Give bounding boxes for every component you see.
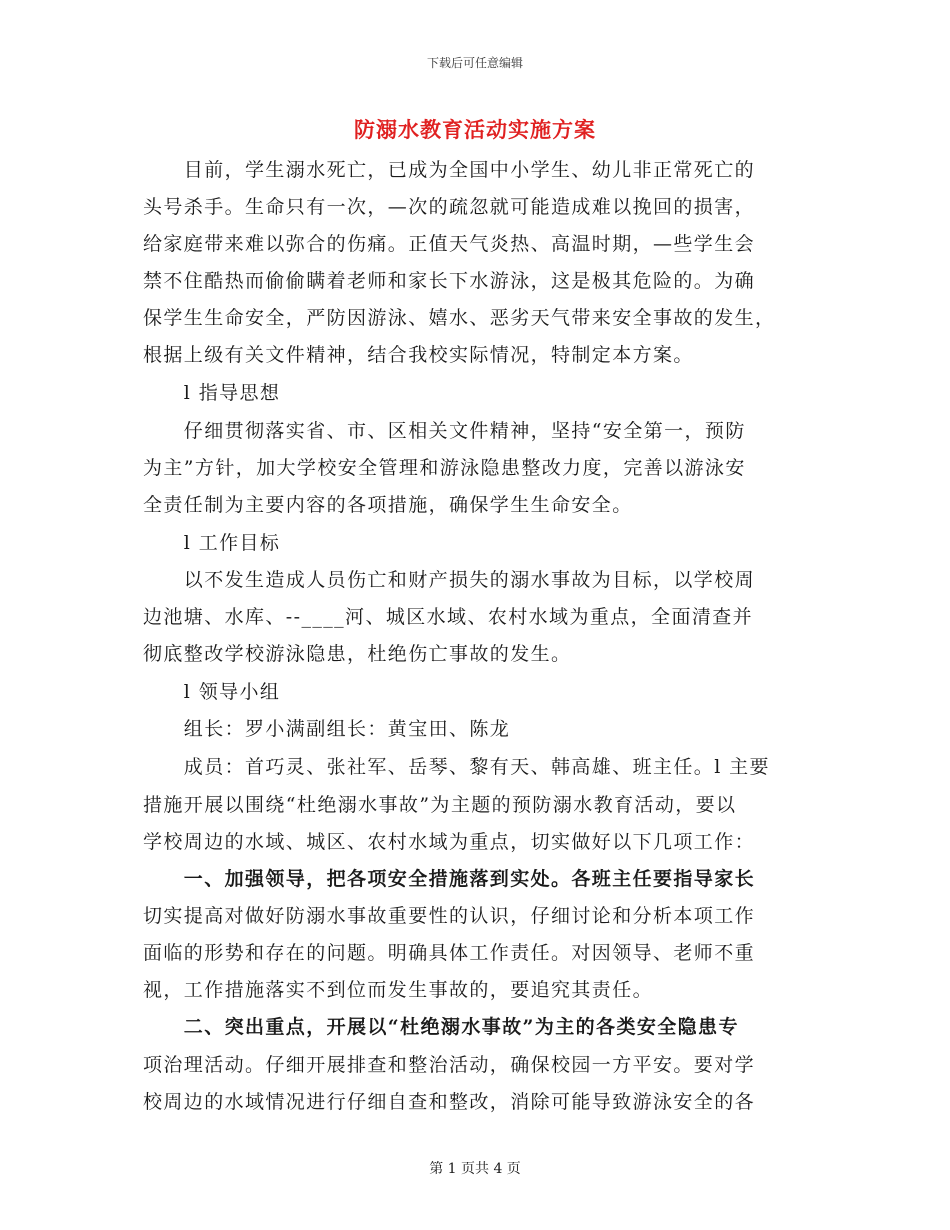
text-line: 保学生生命安全，严防因游泳、嬉水、恶劣天气带来安全事故的发生，	[143, 307, 776, 329]
text-line: 根据上级有关文件精神，结合我校实际情况，特制定本方案。	[143, 344, 694, 366]
text-line: 视，工作措施落实不到位而发生事故的，要追究其责任。	[143, 979, 654, 1001]
text-line: 成员：首巧灵、张社军、岳琴、黎有天、韩高雄、班主任。l 主要	[143, 756, 770, 778]
text-line: 二、突出重点，开展以“杜绝溺水事故”为主的各类安全隐患专	[143, 1016, 739, 1038]
text-line: 学校周边的水域、城区、农村水域为重点，切实做好以下几项工作：	[143, 831, 756, 853]
text-line: 为主”方针，加大学校安全管理和游泳隐患整改力度，完善以游泳安	[143, 457, 746, 479]
text-line: 全责任制为主要内容的各项措施，确保学生生命安全。	[143, 494, 633, 516]
text-line: 面临的形势和存在的问题。明确具体工作责任。对因领导、老师不重	[143, 942, 756, 964]
text-line: 切实提高对做好防溺水事故重要性的认识，仔细讨论和分析本项工作	[143, 905, 756, 927]
text-line: 一、加强领导，把各项安全措施落到实处。各班主任要指导家长	[143, 868, 756, 890]
text-line: 头号杀手。生命只有一次，—次的疏忽就可能造成难以挽回的损害，	[143, 196, 756, 218]
section-heading: l 指导思想	[143, 382, 281, 404]
text-line: 仔细贯彻落实省、市、区相关文件精神，坚持“安全第一，预防	[143, 420, 746, 442]
section-heading: l 领导小组	[143, 681, 281, 703]
page-header: 下载后可任意编辑	[426, 56, 523, 70]
text-line: 彻底整改学校游泳隐患，杜绝伤亡事故的发生。	[143, 643, 572, 665]
text-line: 以不发生造成人员伤亡和财产损失的溺水事故为目标，以学校周	[143, 569, 756, 591]
text-line: 给家庭带来难以弥合的伤痛。正值天气炎热、高温时期，—些学生会	[143, 233, 756, 255]
text-line: 项治理活动。仔细开展排查和整治活动，确保校园一方平安。要对学	[143, 1054, 756, 1076]
text-line: 目前，学生溺水死亡，已成为全国中小学生、幼儿非正常死亡的	[143, 159, 756, 181]
page-footer: 第 1 页共 4 页	[429, 1161, 521, 1177]
document-title: 防溺水教育活动实施方案	[354, 117, 596, 142]
text-line: 校周边的水域情况进行仔细自查和整改，消除可能导致游泳安全的各	[143, 1091, 756, 1113]
text-line: 组长：罗小满副组长：黄宝田、陈龙	[143, 718, 511, 740]
text-line: 措施开展以围绕“杜绝溺水事故”为主题的预防溺水教育活动，要以	[143, 794, 737, 816]
section-heading: l 工作目标	[143, 532, 281, 554]
text-line: 禁不住酷热而偷偷瞒着老师和家长下水游泳，这是极其危险的。为确	[143, 270, 756, 292]
text-line: 边池塘、水库、--____河、城区水域、农村水域为重点，全面清查并	[143, 606, 754, 628]
